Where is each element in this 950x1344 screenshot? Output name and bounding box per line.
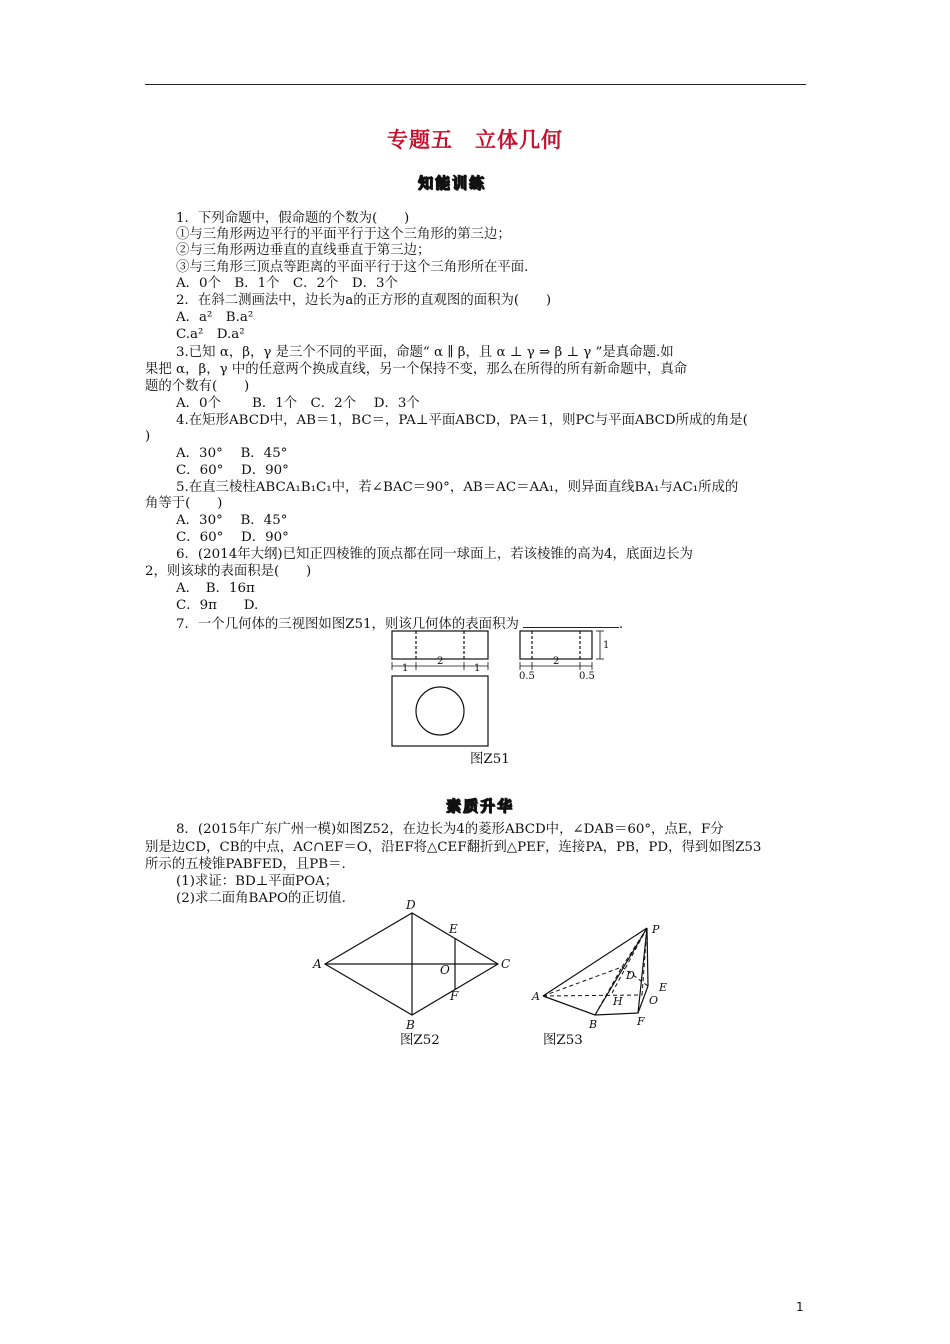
q6-options-cd: C．9π D. — [176, 598, 259, 613]
q5-stem: 5.在直三棱柱ABCA₁B₁C₁中，若∠BAC＝90°，AB＝AC＝AA₁，则异面直线BA₁与AC₁所成的 — [176, 480, 739, 495]
caption-z52: 图Z52 — [400, 1033, 440, 1048]
label-d: D — [406, 898, 416, 912]
label-o2: O — [649, 994, 659, 1007]
front-dim-1: 1 — [402, 663, 409, 674]
q1-statement-1: ①与三角形两边平行的平面平行于这个三角形的第三边； — [176, 227, 511, 242]
q2-options-cd: C.a² D.a² — [176, 327, 245, 342]
q6-stem: 6．(2014年大纲)已知正四棱锥的顶点都在同一球面上，若该棱锥的高为4，底面边长为 — [176, 547, 693, 562]
q1-statement-3: ③与三角形三顶点等距离的平面平行于这个三角形所在平面. — [176, 260, 529, 275]
q5-options-cd: C．60° D．90° — [176, 530, 289, 545]
label-d2: D — [626, 969, 635, 982]
front-dim-3: 1 — [474, 663, 481, 674]
q3-stem-2: 果把 α，β，γ 中的任意两个换成直线，另一个保持不变，那么在所得的所有新命题中，真命 — [145, 362, 688, 377]
q5-stem-2: 角等于( ) — [145, 496, 223, 511]
q8-part-2: (2)求二面角BAPO的正切值. — [176, 891, 346, 906]
side-dim-1: 0.5 — [519, 671, 535, 682]
label-h: H — [613, 995, 623, 1008]
q7-stem: 7．一个几何体的三视图如图Z51，则该几何体的表面积为 . — [176, 617, 624, 632]
q2-stem: 2．在斜二测画法中，边长为a的正方形的直观图的面积为( ) — [176, 293, 552, 308]
q6-options-ab: A． B．16π — [176, 581, 255, 596]
side-dim-2: 2 — [553, 656, 560, 667]
label-c: C — [501, 957, 511, 971]
q5-options-ab: A．30° B．45° — [176, 513, 288, 528]
q4-stem-2: ) — [145, 429, 151, 444]
q8-stem-1: 8．(2015年广东广州一模)如图Z52，在边长为4的菱形ABCD中，∠DAB＝60°，点E，F分 — [176, 822, 724, 837]
section-badge-advanced: 素质升华 — [440, 796, 520, 816]
q6-stem-2: 2，则该球的表面积是( ) — [145, 564, 312, 579]
q1-options: A．0个 B．1个 C．2个 D．3个 — [176, 276, 398, 291]
q4-options-cd: C．60° D．90° — [176, 463, 289, 478]
side-dim-3: 0.5 — [579, 671, 595, 682]
q4-stem: 4.在矩形ABCD中，AB＝1，BC＝，PA⊥平面ABCD，PA＝1，则PC与平面ABCD所成的角是( — [176, 413, 748, 428]
side-dim-height: 1 — [603, 640, 610, 651]
page-title: 专题五 立体几何 — [387, 128, 563, 152]
label-e: E — [449, 922, 458, 936]
caption-z51: 图Z51 — [470, 752, 510, 767]
label-a2: A — [532, 990, 540, 1003]
label-b2: B — [589, 1018, 598, 1031]
q1-stem: 1．下列命题中，假命题的个数为( ) — [176, 211, 410, 226]
label-f: F — [450, 989, 459, 1003]
label-p: P — [652, 923, 660, 936]
section-badge-training: 知能训练 — [412, 173, 492, 193]
q3-stem-3: 题的个数有( ) — [145, 379, 250, 394]
label-b: B — [406, 1018, 415, 1032]
page-number: 1 — [796, 1300, 804, 1314]
label-f2: F — [637, 1015, 645, 1028]
q8-stem-2: 别是边CD，CB的中点，AC∩EF＝O，沿EF将△CEF翻折到△PEF，连接PA，PB，PD，得到如图Z53 — [145, 840, 762, 855]
front-dim-2: 2 — [437, 656, 444, 667]
q3-options: A．0个 B．1个 C．2个 D．3个 — [176, 396, 420, 411]
q3-stem-1: 3.已知 α，β，γ 是三个不同的平面，命题“ α ∥ β，且 α ⊥ γ ⇒ β ⊥ γ ”是真命题.如 — [176, 345, 674, 360]
label-a: A — [313, 957, 322, 971]
caption-z53: 图Z53 — [543, 1033, 583, 1048]
label-o: O — [440, 963, 450, 977]
label-e2: E — [659, 981, 668, 994]
q7-text: 7．一个几何体的三视图如图Z51，则该几何体的表面积为 — [176, 617, 519, 632]
q2-options-ab: A．a² B.a² — [176, 310, 254, 325]
q1-statement-2: ②与三角形两边垂直的直线垂直于第三边； — [176, 243, 431, 258]
q8-part-1: (1)求证：BD⊥平面POA； — [176, 874, 339, 889]
q4-options-ab: A．30° B．45° — [176, 446, 288, 461]
q8-stem-3: 所示的五棱锥PABFED，且PB＝. — [145, 857, 346, 872]
